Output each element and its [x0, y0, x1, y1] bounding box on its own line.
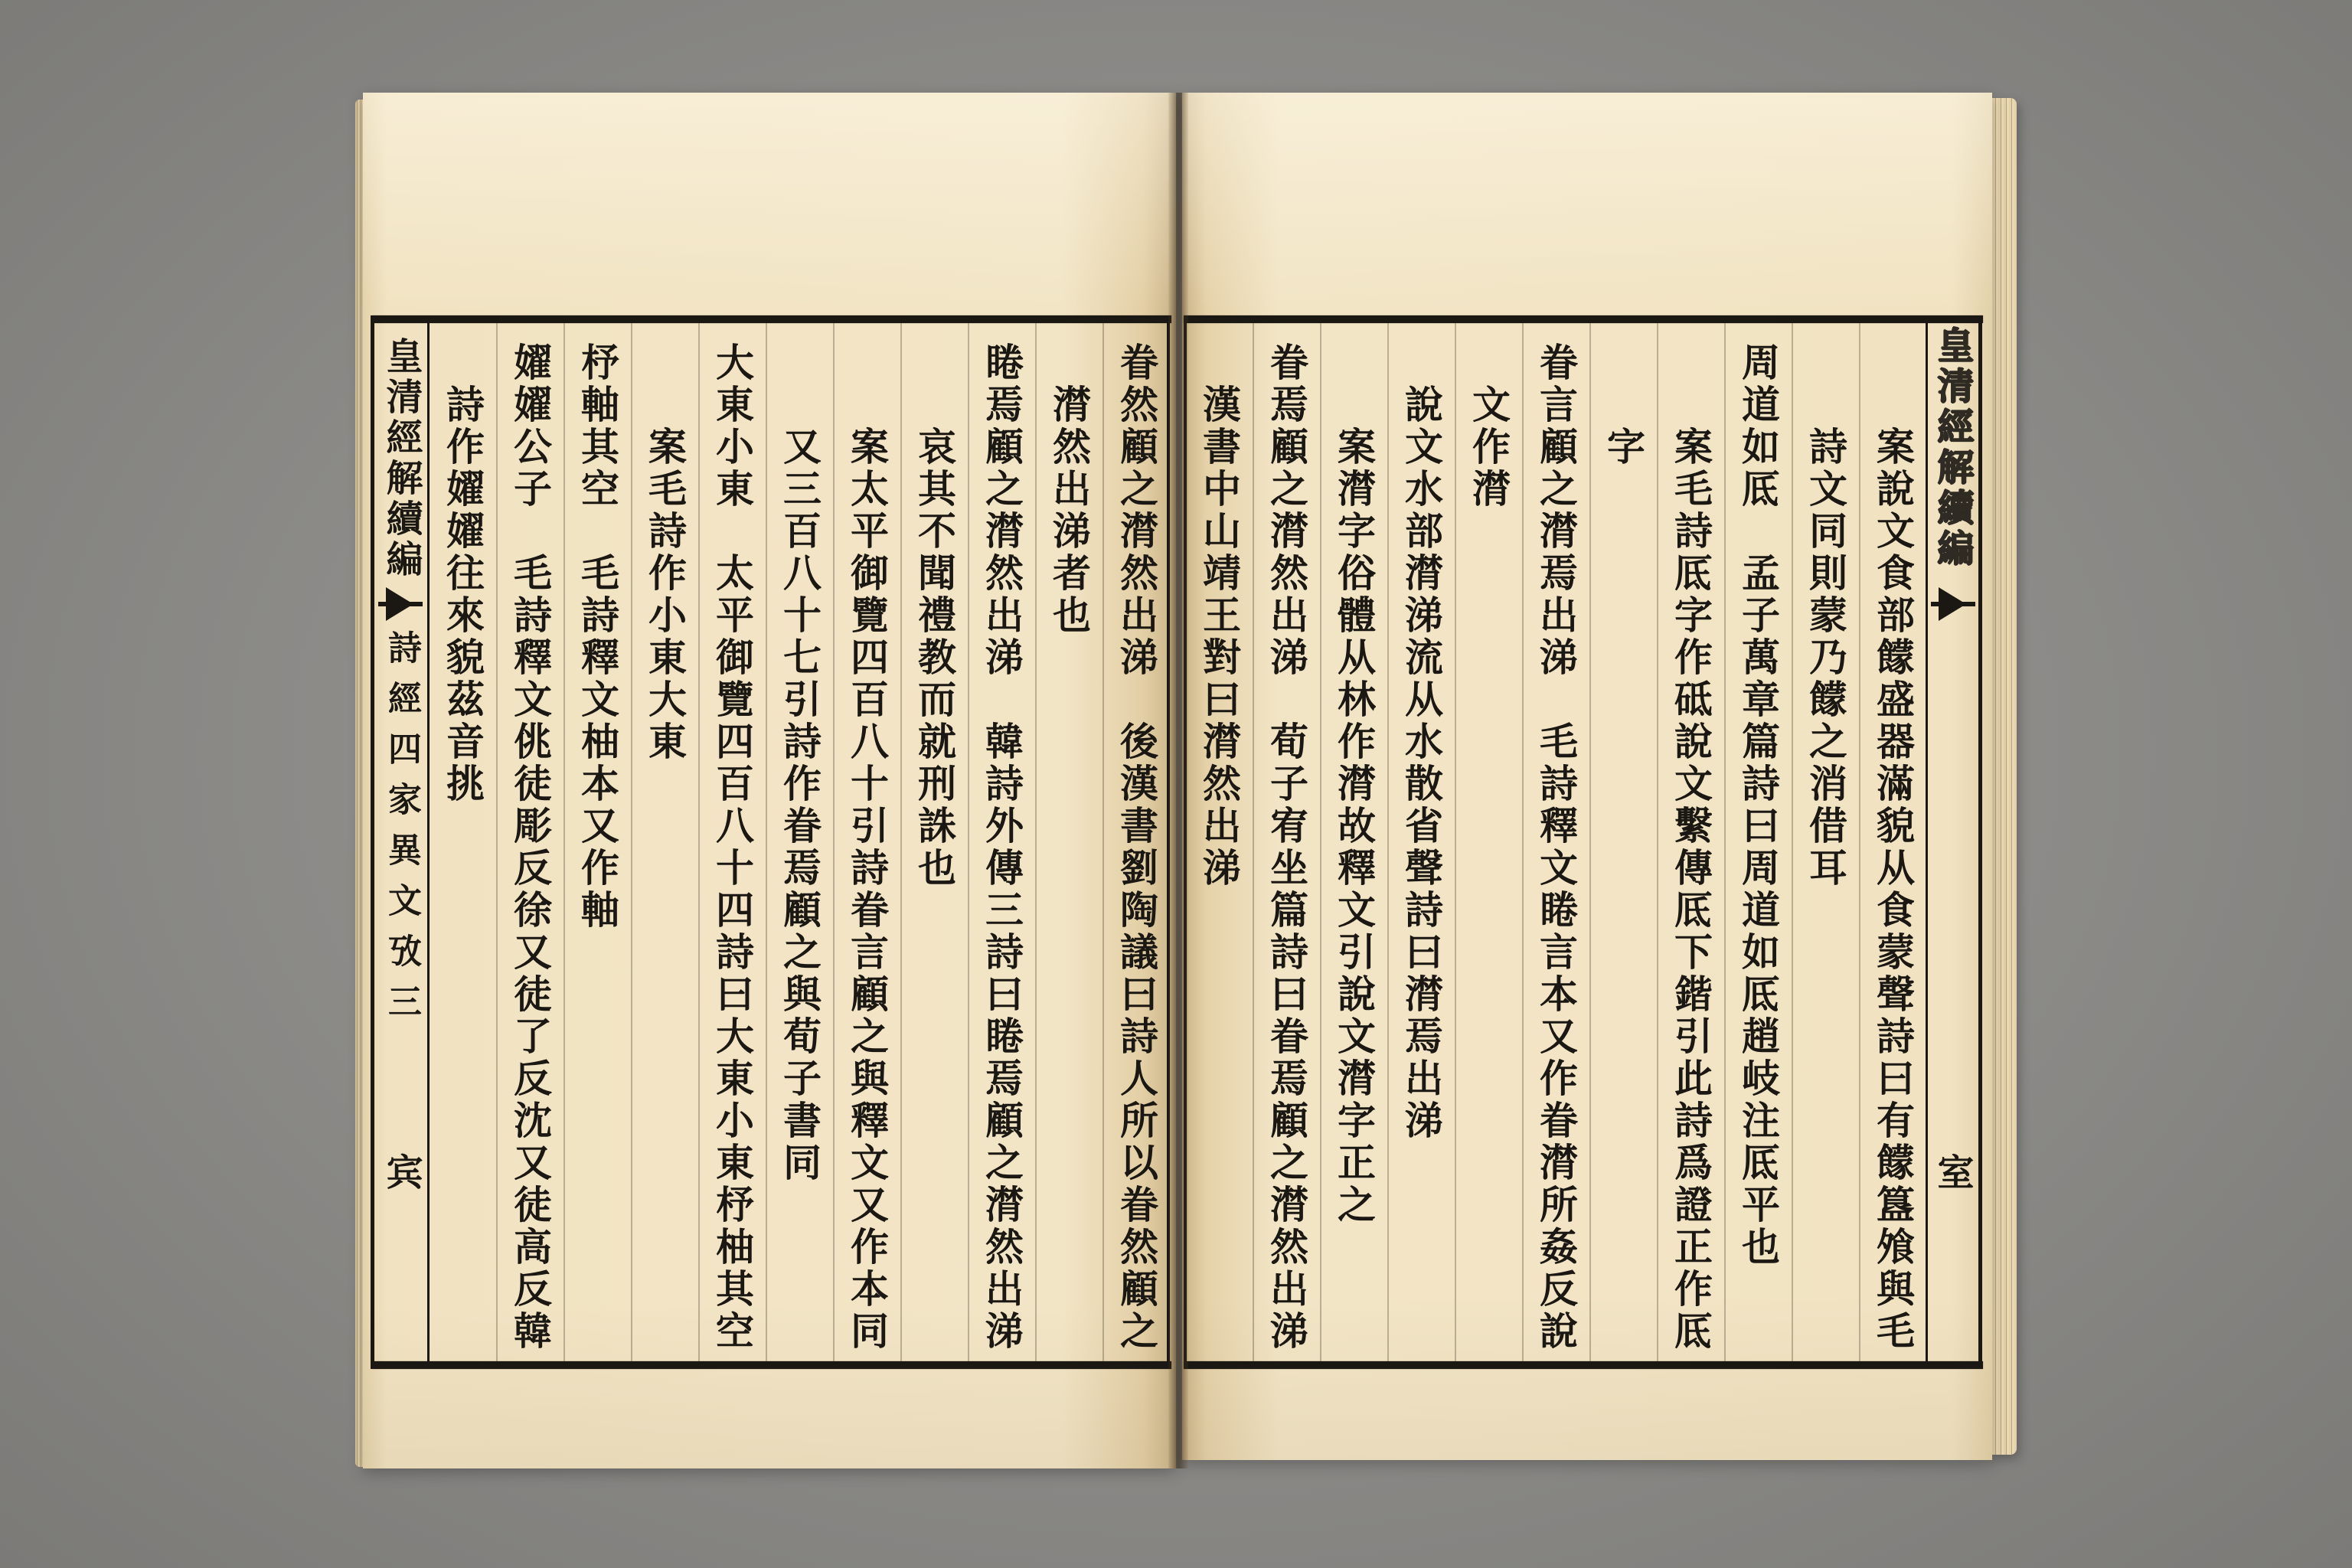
text-column: 案太平御覽四百八十引詩眷言顧之與釋文又作本同	[844, 426, 890, 1353]
margin-subtitle: 詩經四家異文攷三	[382, 630, 421, 1034]
text-column: 說文水部潸涕流从水散省聲詩曰潸焉出涕	[1399, 384, 1444, 1142]
fishtail-bar	[1931, 602, 1975, 606]
frame-left-line	[371, 315, 374, 1369]
page-number: 宾	[380, 1153, 423, 1190]
frame-top-line	[372, 315, 1171, 323]
frame-right-line	[1978, 315, 1982, 1369]
margin-title: 皇清經解續編	[1931, 326, 1974, 570]
text-column: 大東小東 太平御覽四百八十四詩曰大東小東杼柚其空	[710, 342, 755, 1353]
text-column: 眷焉顧之潸然出涕 荀子宥坐篇詩曰眷焉顧之潸然出涕	[1264, 342, 1309, 1353]
text-column: 文作潸	[1466, 384, 1511, 511]
text-column: 詩文同則蒙乃饛之消借耳	[1803, 426, 1848, 890]
frame-bottom-line	[1184, 1361, 1983, 1369]
frame-top-line	[1184, 315, 1983, 323]
margin-title: 皇清經解續編	[380, 337, 423, 580]
text-column: 詩作嬥嬥往來貌茲音挑	[440, 384, 485, 805]
text-column: 字	[1601, 426, 1646, 469]
right-page	[1182, 93, 1992, 1460]
text-column: 眷然顧之潸然出涕 後漢書劉陶議曰詩人所以眷然顧之	[1114, 342, 1159, 1353]
book-gutter	[1168, 93, 1188, 1468]
text-column: 潸然出涕者也	[1047, 384, 1092, 637]
text-column: 案說文食部饛盛器滿貌从食蒙聲詩曰有饛簋飧與毛	[1870, 426, 1916, 1353]
text-column: 嬥嬥公子 毛詩釋文佻徒彫反徐又徒了反沈又徒高反韓	[508, 342, 553, 1353]
text-column: 哀其不聞禮教而就刑誅也	[912, 426, 957, 890]
text-column: 案毛詩厎字作砥說文繫傳厎下鍇引此詩爲證正作厎	[1668, 426, 1713, 1353]
column-rule	[1589, 323, 1591, 1361]
text-column: 眷言顧之潸焉出涕 毛詩釋文睠言本又作眷潸所姦反說	[1534, 342, 1579, 1353]
text-column: 睠焉顧之潸然出涕 韓詩外傳三詩曰睠焉顧之潸然出涕	[979, 342, 1024, 1353]
text-column: 又三百八十七引詩作眷焉顧之與荀子書同	[777, 426, 822, 1184]
fishtail-bar	[378, 602, 423, 606]
text-column: 案潸字俗體从林作潸故釋文引說文潸字正之	[1331, 426, 1377, 1227]
page-number: 室	[1931, 1153, 1974, 1190]
text-column: 杼軸其空 毛詩釋文柚本又作軸	[575, 342, 620, 932]
text-column: 周道如厎 孟子萬章篇詩曰周道如厎趙岐注厎平也	[1736, 342, 1781, 1269]
left-page	[363, 93, 1176, 1468]
frame-bottom-line	[372, 1361, 1171, 1369]
text-column: 漢書中山靖王對曰潸然出涕	[1197, 384, 1242, 890]
text-column: 案毛詩作小東大東	[642, 426, 688, 763]
